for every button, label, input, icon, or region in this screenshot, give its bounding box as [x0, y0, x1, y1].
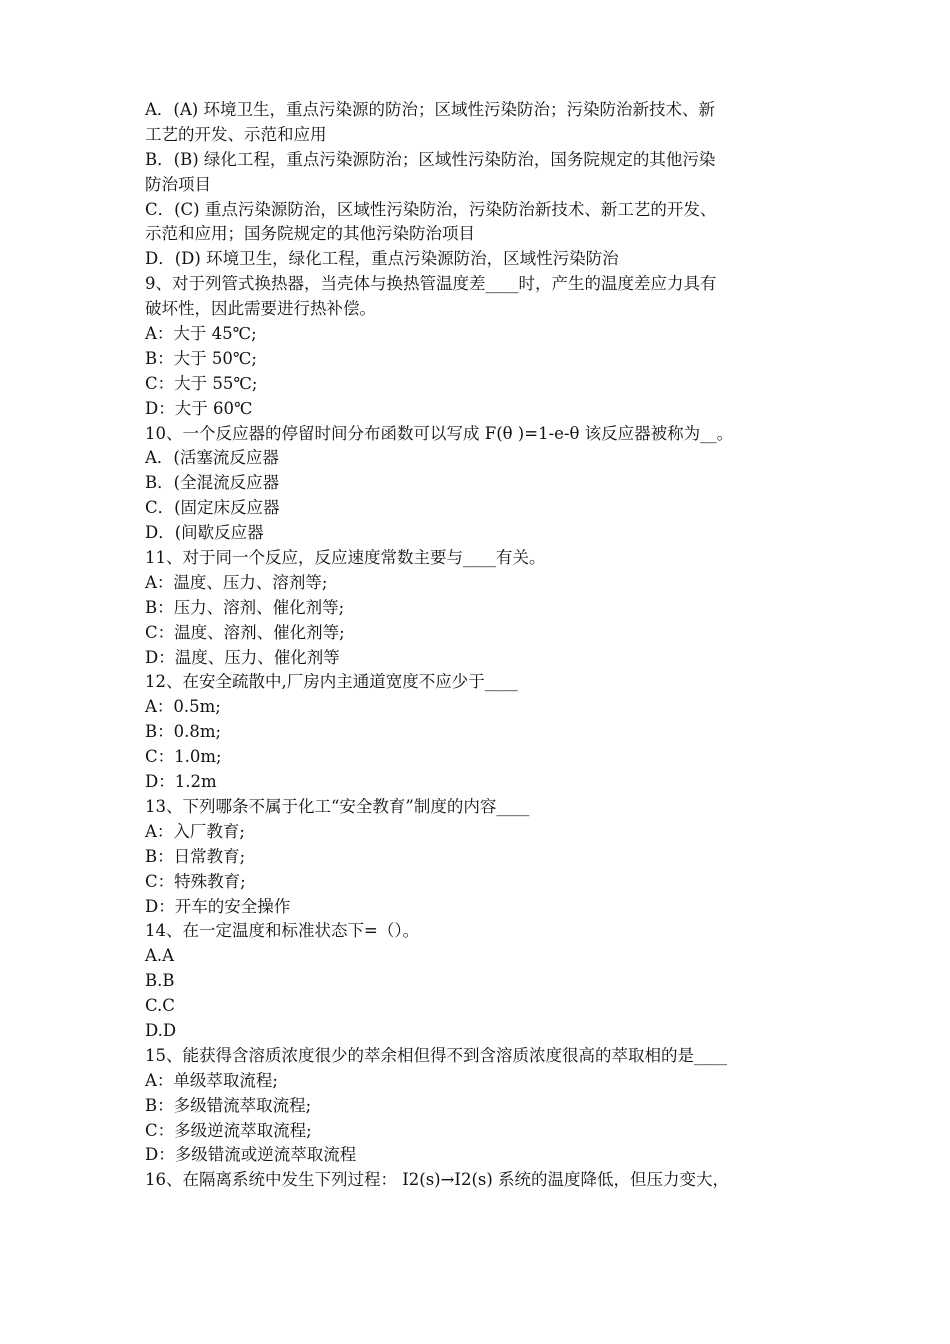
- option-c: C：温度、溶剂、催化剂等;: [145, 622, 345, 642]
- option-a: A．(活塞流反应器: [145, 448, 279, 468]
- option-c: C：特殊教育;: [145, 871, 246, 891]
- option-b: B．(全混流反应器: [145, 473, 280, 493]
- option-c: C.C: [145, 996, 175, 1016]
- option-d: D：大于 60℃: [145, 398, 253, 418]
- question-15: 15、能获得含溶质浓度很少的萃余相但得不到含溶质浓度很高的萃取相的是____: [145, 1045, 727, 1065]
- option-a: A：单级萃取流程;: [145, 1070, 278, 1090]
- text-line: 防治项目: [145, 174, 211, 194]
- option-d: D：1.2m: [145, 772, 217, 792]
- option-d: D：多级错流或逆流萃取流程: [145, 1145, 357, 1165]
- option-b: B：大于 50℃;: [145, 348, 257, 368]
- question-9: 9、对于列管式换热器，当壳体与换热管温度差____时，产生的温度差应力具有: [145, 274, 717, 294]
- option-b: B：日常教育;: [145, 846, 246, 866]
- option-a: A：温度、压力、溶剂等;: [145, 572, 328, 592]
- question-14: 14、在一定温度和标准状态下=（）。: [145, 921, 420, 941]
- question-16: 16、在隔离系统中发生下列过程： I2(s)→I2(s) 系统的温度降低，但压力变大，: [145, 1170, 730, 1190]
- text-line: D．(D) 环境卫生，绿化工程，重点污染源防治，区域性污染防治: [145, 249, 619, 269]
- option-d: D：温度、压力、催化剂等: [145, 647, 340, 667]
- option-c: C：大于 55℃;: [145, 373, 258, 393]
- option-d: D.D: [145, 1020, 177, 1040]
- option-b: B：压力、溶剂、催化剂等;: [145, 597, 345, 617]
- option-d: D：开车的安全操作: [145, 896, 291, 916]
- option-b: B：0.8m;: [145, 722, 222, 742]
- option-c: C：多级逆流萃取流程;: [145, 1120, 312, 1140]
- text-line: 工艺的开发、示范和应用: [145, 124, 327, 144]
- text-line: 示范和应用；国务院规定的其他污染防治项目: [145, 224, 475, 244]
- document-page: [145, 98, 815, 1193]
- text-line: A．(A) 环境卫生，重点污染源的防治；区域性污染防治；污染防治新技术、新: [145, 100, 715, 119]
- option-a: A.A: [145, 946, 175, 966]
- option-a: A：0.5m;: [145, 697, 221, 717]
- question-12: 12、在安全疏散中,厂房内主通道宽度不应少于____: [145, 672, 518, 692]
- option-a: A：大于 45℃;: [145, 324, 257, 344]
- option-c: C．(固定床反应器: [145, 498, 280, 518]
- question-13: 13、下列哪条不属于化工“安全教育”制度的内容____: [145, 796, 530, 816]
- option-b: B.B: [145, 971, 175, 991]
- text-line: C．(C) 重点污染源防治，区域性污染防治，污染防治新技术、新工艺的开发、: [145, 199, 717, 219]
- text-line: B．(B) 绿化工程，重点污染源防治；区域性污染防治，国务院规定的其他污染: [145, 149, 716, 169]
- option-d: D．(间歇反应器: [145, 523, 264, 543]
- option-a: A：入厂教育;: [145, 821, 245, 841]
- question-10: 10、一个反应器的停留时间分布函数可以写成 F(θ )=1-e-θ 该反应器被称为__。: [145, 423, 734, 443]
- option-b: B：多级错流萃取流程;: [145, 1095, 312, 1115]
- text-line: 破坏性，因此需要进行热补偿。: [145, 299, 376, 319]
- option-c: C：1.0m;: [145, 747, 222, 767]
- question-11: 11、对于同一个反应，反应速度常数主要与____有关。: [145, 548, 546, 568]
